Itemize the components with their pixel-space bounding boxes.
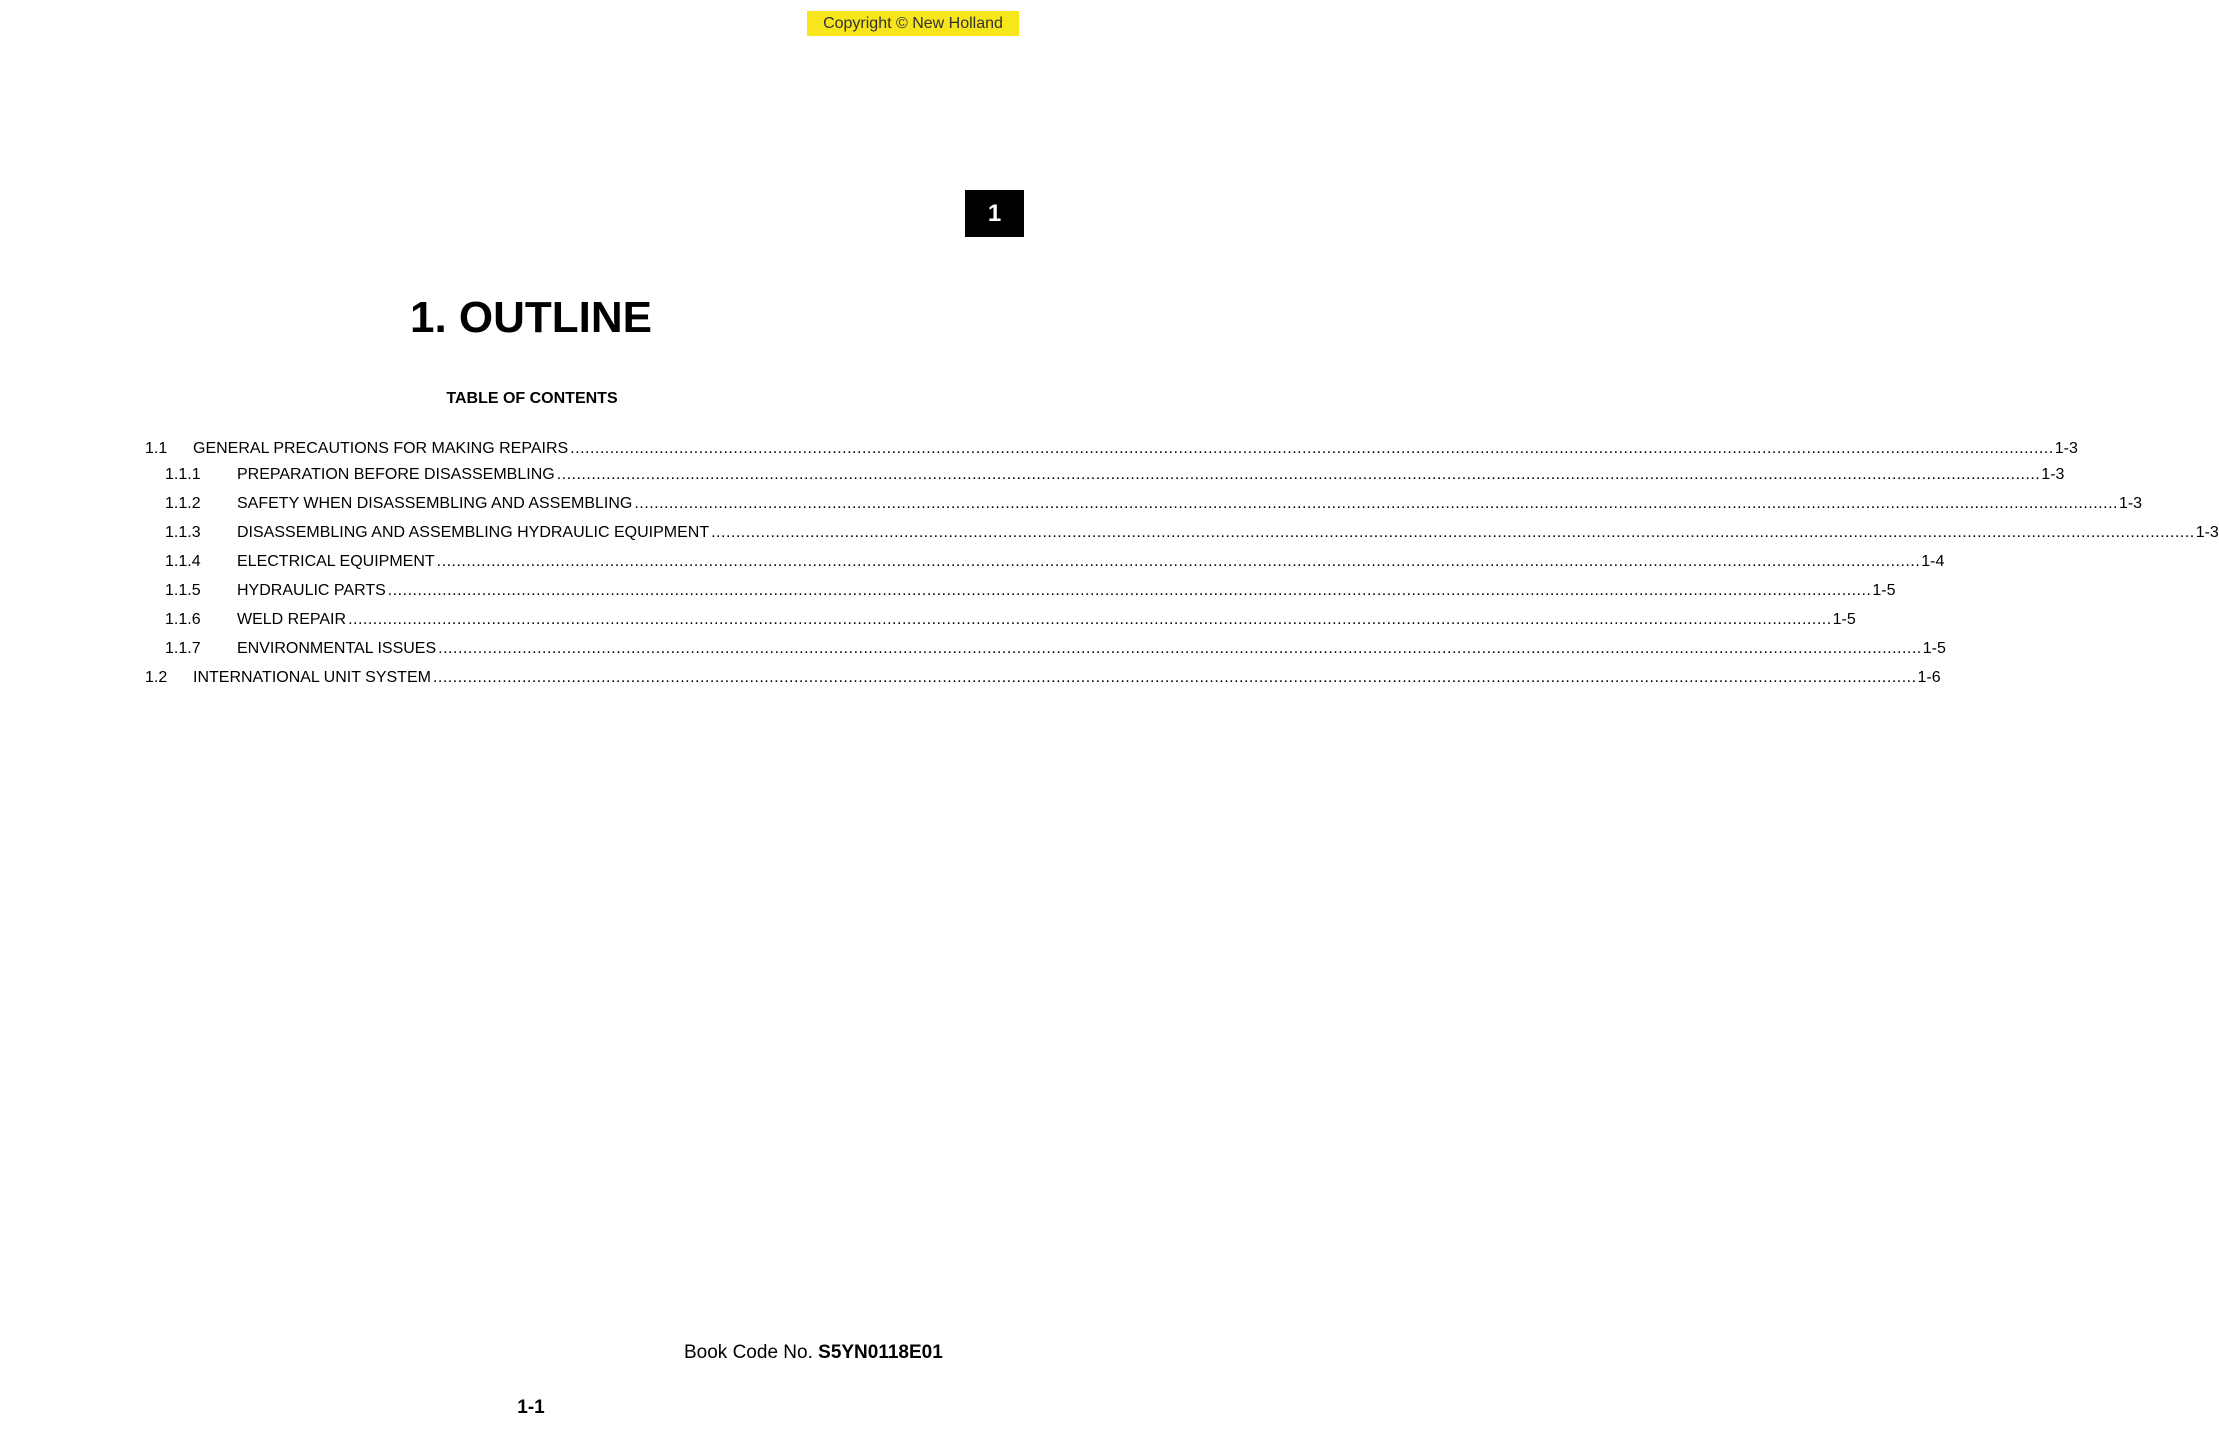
toc-entry-label: WELD REPAIR (237, 609, 348, 631)
toc-entry-page: 1-6 (1917, 667, 1941, 689)
toc-entry[interactable] (145, 522, 2219, 544)
toc-entry-page: 1-3 (2118, 493, 2142, 515)
toc-leader-dots: ............................................................................................................................................................................................................................................................................................................ (348, 611, 1832, 628)
toc-entry-number: 1.2 (145, 669, 168, 686)
toc-entry-label: ENVIRONMENTAL ISSUES (237, 638, 438, 660)
toc-entry[interactable] (145, 667, 1941, 689)
toc-entry-page: 1-5 (1871, 580, 1895, 602)
toc-entry[interactable] (145, 580, 1896, 602)
toc-entry-page: 1-3 (2040, 464, 2064, 486)
toc-entry[interactable] (145, 638, 1946, 660)
toc-entry-label: DISASSEMBLING AND ASSEMBLING HYDRAULIC EQUIPMENT (237, 522, 711, 544)
toc-entry-label: PREPARATION BEFORE DISASSEMBLING (237, 464, 557, 486)
toc-entry[interactable] (145, 438, 2078, 460)
toc-entry[interactable] (145, 493, 2143, 515)
page-number: 1-1 (517, 1397, 545, 1418)
toc-entry-number: 1.1.2 (165, 495, 201, 512)
toc-entry-page: 1-5 (1922, 638, 1946, 660)
toc-leader-dots: ............................................................................................................................................................................................................................................................................................................ (556, 466, 2041, 483)
toc-leader-dots: ............................................................................................................................................................................................................................................................................................................ (711, 524, 2195, 541)
book-code-value: S5YN0118E01 (818, 1342, 943, 1363)
toc-entry-page: 1-4 (1920, 551, 1944, 573)
toc-entry-page: 1-3 (2195, 522, 2219, 544)
toc-leader-dots: ............................................................................................................................................................................................................................................................................................................ (387, 582, 1872, 599)
toc-entry-number: 1.1.7 (165, 640, 201, 657)
page-title: 1. OUTLINE (409, 293, 653, 342)
toc-leader-dots: ............................................................................................................................................................................................................................................................................................................ (436, 553, 1921, 570)
toc-entry-label: SAFETY WHEN DISASSEMBLING AND ASSEMBLING (237, 493, 634, 515)
copyright-notice: Copyright © New Holland (807, 11, 1019, 36)
toc-entry[interactable] (145, 609, 1856, 631)
toc-heading: TABLE OF CONTENTS (446, 390, 618, 407)
toc-leader-dots: ............................................................................................................................................................................................................................................................................................................ (634, 495, 2118, 512)
book-code (684, 1341, 943, 1365)
toc-entry-label: HYDRAULIC PARTS (237, 580, 388, 602)
toc-entry[interactable] (145, 464, 2065, 486)
toc-entry-label: GENERAL PRECAUTIONS FOR MAKING REPAIRS (193, 438, 570, 460)
toc-entry-number: 1.1.6 (165, 611, 201, 628)
toc-entry-number: 1.1 (145, 440, 168, 457)
toc-entry-number: 1.1.4 (165, 553, 201, 570)
chapter-tab: 1 (965, 190, 1024, 237)
toc-entry-number: 1.1.1 (165, 466, 201, 483)
toc-entry-number: 1.1.5 (165, 582, 201, 599)
toc-entry[interactable] (145, 551, 1945, 573)
toc-leader-dots: ............................................................................................................................................................................................................................................................................................................ (438, 640, 1922, 657)
toc-leader-dots: ............................................................................................................................................................................................................................................................................................................ (570, 440, 2054, 457)
toc-entry-label: ELECTRICAL EQUIPMENT (237, 551, 437, 573)
toc-leader-dots: ............................................................................................................................................................................................................................................................................................................ (432, 669, 1917, 686)
toc-entry-page: 1-3 (2054, 438, 2078, 460)
book-code-label: Book Code No. (684, 1342, 813, 1363)
toc-entry-label: INTERNATIONAL UNIT SYSTEM (193, 667, 433, 689)
toc-entry-page: 1-5 (1832, 609, 1856, 631)
toc-entry-number: 1.1.3 (165, 524, 201, 541)
